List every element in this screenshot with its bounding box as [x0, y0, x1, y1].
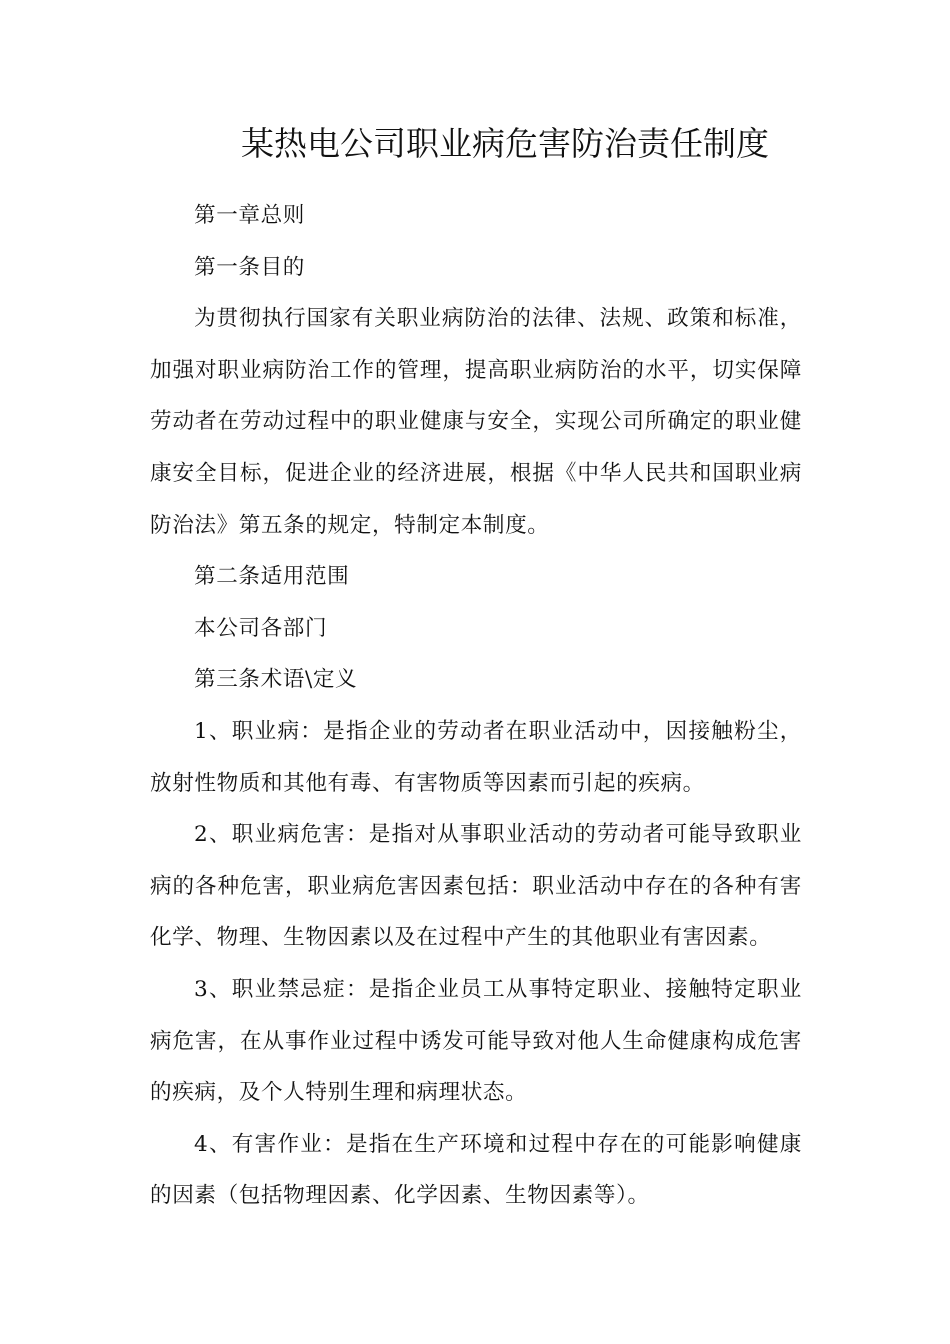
- article-heading: 第三条术语\定义: [194, 667, 358, 693]
- document-body: [150, 190, 802, 1222]
- paragraph: 为贯彻执行国家有关职业病防治的法律、法规、政策和标准，加强对职业病防治工作的管理，提高职业病防治的水平，切实保障劳动者在劳动过程中的职业健康与安全，实现公司所确定的职业健康安全目标，促进企业的经济进展，根据《中华人民共和国职业病防治法》第五条的规定，特制定本制度。: [150, 306, 802, 538]
- definition-item: 4、有害作业：是指在生产环境和过程中存在的可能影响健康的因素（包括物理因素、化学因素、生物因素等）。: [150, 1131, 802, 1209]
- definition-item: 1、职业病：是指企业的劳动者在职业活动中，因接触粉尘，放射性物质和其他有毒、有害物质等因素而引起的疾病。: [150, 718, 802, 796]
- definition-item: 2、职业病危害：是指对从事职业活动的劳动者可能导致职业病的各种危害，职业病危害因素包括：职业活动中存在的各种有害化学、物理、生物因素以及在过程中产生的其他职业有害因素。: [150, 822, 802, 951]
- article-heading: 第一条目的: [194, 254, 305, 280]
- chapter-heading: 第一章总则: [194, 203, 305, 228]
- article-heading: 第二条适用范围: [194, 564, 350, 590]
- document-title: 某热电公司职业病危害防治责任制度: [241, 124, 769, 163]
- definition-item: 3、职业禁忌症：是指企业员工从事特定职业、接触特定职业病危害，在从事作业过程中诱发可能导致对他人生命健康构成危害的疾病，及个人特别生理和病理状态。: [150, 976, 802, 1106]
- paragraph: 本公司各部门: [194, 615, 328, 641]
